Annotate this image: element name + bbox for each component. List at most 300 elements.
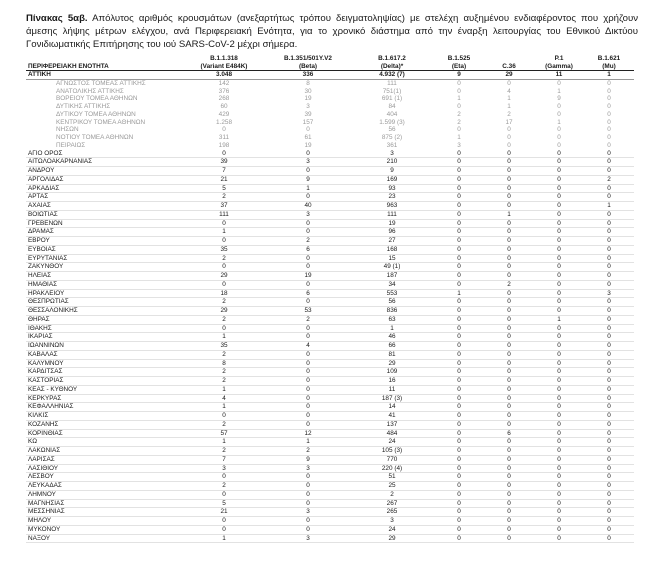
count-cell: 0 [434,184,484,193]
count-cell: 0 [484,499,534,508]
count-cell: 0 [434,525,484,534]
table-subrow [26,111,634,119]
count-cell: 0 [584,438,634,447]
count-cell: 0 [484,193,534,202]
count-cell: 0 [182,412,266,421]
column-header-variant [350,53,434,71]
count-cell: 0 [557,79,561,87]
count-cell: 63 [350,315,434,324]
count-cell: 0 [584,350,634,359]
count-cell: 0 [584,254,634,263]
table-row [26,289,634,298]
count-cell: 1 [434,289,484,298]
count-cell: 0 [607,95,611,103]
table-row [26,333,634,342]
count-cell: 2 [266,315,350,324]
table-subrow [26,142,634,150]
count-cell: 2 [182,193,266,202]
region-name-cell: ΒΟΡΕΙΟΥ ΤΟΜΕΑ ΑΘΗΝΩΝ [56,95,138,103]
count-cell: 29 [182,272,266,281]
column-header-variant [434,53,484,71]
count-cell: 35 [182,245,266,254]
column-header-line2: (Gamma) [545,62,573,70]
count-cell: 1 [457,134,461,141]
count-cell: 0 [266,167,350,176]
count-cell: 0 [584,193,634,202]
table-row [26,394,634,403]
count-cell: 0 [266,420,350,429]
region-name-cell: ΑΤΤΙΚΗ [26,71,182,80]
region-name-cell: ΔΡΑΜΑΣ [26,228,182,237]
count-cell: 1 [350,324,434,333]
count-cell: 0 [266,193,350,202]
count-cell: 210 [350,158,434,167]
column-header-line1: B.1.525 [447,55,471,62]
region-name-cell: ΗΜΑΘΙΑΣ [26,280,182,289]
count-cell: 0 [266,385,350,394]
count-cell: 111 [350,210,434,219]
column-header-variant [266,53,350,71]
count-cell: 24 [350,525,434,534]
count-cell: 0 [434,420,484,429]
count-cell: 0 [484,447,534,456]
region-name-cell: ΑΓΝΩΣΤΟΣ ΤΟΜΕΑΣ ΑΤΤΙΚΗΣ [56,79,146,87]
count-cell: 2 [182,482,266,491]
count-cell: 2 [266,447,350,456]
region-name-cell: ΖΑΚΥΝΘΟΥ [26,263,182,272]
count-cell: 19 [350,219,434,228]
count-cell: 0 [534,158,584,167]
count-cell: 553 [350,289,434,298]
count-cell: 1 [584,202,634,211]
count-cell: 0 [534,193,584,202]
count-cell: 0 [584,150,634,158]
region-name-cell: ΑΡΚΑΔΙΑΣ [26,184,182,193]
count-cell: 0 [507,141,511,149]
count-cell: 0 [534,150,584,158]
count-cell: 0 [484,298,534,307]
count-cell: 29 [484,71,534,80]
count-cell: 6 [484,429,534,438]
count-cell: 3 [306,103,310,110]
count-cell: 2 [182,315,266,324]
table-row [26,525,634,534]
count-cell: 0 [534,490,584,499]
table-row [26,263,634,272]
count-cell: 0 [434,517,484,526]
count-cell: 0 [434,307,484,316]
region-name-cell: ΛΗΜΝΟΥ [26,490,182,499]
count-cell: 8 [306,79,310,87]
count-cell: 25 [350,482,434,491]
count-cell: 0 [534,263,584,272]
count-cell: 61 [304,134,312,141]
count-cell: 0 [182,525,266,534]
count-cell: 111 [387,79,397,87]
count-cell: 39 [182,158,266,167]
count-cell: 21 [182,175,266,184]
count-cell: 0 [434,315,484,324]
count-cell: 1.258 [216,118,232,126]
table-row [26,272,634,281]
count-cell: 0 [434,438,484,447]
region-name-cell: ΚΕΝΤΡΙΚΟΥ ΤΟΜΕΑ ΑΘΗΝΩΝ [56,118,146,126]
count-cell: 0 [266,298,350,307]
count-cell: 0 [434,429,484,438]
count-cell: 2 [182,420,266,429]
count-cell: 7 [182,455,266,464]
column-header-line2: (Eta) [451,62,467,70]
count-cell: 0 [534,447,584,456]
count-cell: 12 [266,429,350,438]
table-row [26,324,634,333]
count-cell: 0 [266,368,350,377]
count-cell: 2 [182,447,266,456]
count-cell: 2 [182,377,266,386]
count-cell: 0 [484,385,534,394]
region-name-cell: ΚΑΒΑΛΑΣ [26,350,182,359]
count-cell: 0 [266,263,350,272]
region-name-cell: ΜΕΣΣΗΝΙΑΣ [26,508,182,517]
count-cell: 0 [434,464,484,473]
count-cell: 1.599 (3) [379,118,405,126]
count-cell: 0 [484,167,534,176]
column-header-line1: P.1 [554,55,564,62]
count-cell: 3 [266,464,350,473]
count-cell: 6 [266,245,350,254]
table-row [26,429,634,438]
count-cell: 0 [484,490,534,499]
region-name-cell: ΑΓΙΟ ΟΡΟΣ [26,150,182,158]
count-cell: 4 [507,87,511,95]
count-cell: 484 [350,429,434,438]
count-cell: 1 [584,71,634,80]
table-subrow [26,126,634,134]
count-cell: 3 [350,150,434,158]
count-cell: 0 [584,167,634,176]
count-cell: 1 [266,184,350,193]
count-cell: 404 [386,110,398,118]
count-cell: 0 [557,103,561,110]
count-cell: 0 [266,525,350,534]
column-header-variant [484,53,534,71]
region-name-cell: ΛΑΣΙΘΙΟΥ [26,464,182,473]
count-cell: 19 [304,141,312,149]
count-cell: 2 [457,110,461,118]
count-cell: 0 [534,368,584,377]
column-header-line1: B.1.351/501Y.V2 [284,55,332,62]
count-cell: 169 [350,175,434,184]
count-cell: 187 (3) [350,394,434,403]
count-cell: 0 [534,350,584,359]
region-name-cell: ΗΡΑΚΛΕΙΟΥ [26,289,182,298]
count-cell: 19 [304,95,312,103]
column-header-line1: B.1.1.318 [210,55,238,62]
count-cell: 0 [484,525,534,534]
count-cell: 29 [350,359,434,368]
region-name-cell: ΑΝΔΡΟΥ [26,167,182,176]
count-cell: 0 [182,517,266,526]
count-cell: 0 [584,482,634,491]
count-cell: 0 [534,508,584,517]
count-cell: 2 [266,237,350,246]
region-name-cell: ΙΚΑΡΙΑΣ [26,333,182,342]
count-cell: 0 [584,342,634,351]
count-cell: 0 [434,333,484,342]
count-cell: 0 [434,237,484,246]
count-cell: 1 [484,210,534,219]
count-cell: 0 [534,298,584,307]
count-cell: 0 [484,412,534,421]
region-name-cell: ΑΡΤΑΣ [26,193,182,202]
count-cell: 37 [182,202,266,211]
count-cell: 2 [182,254,266,263]
table-row [26,359,634,368]
count-cell: 0 [434,534,484,543]
count-cell: 0 [434,508,484,517]
count-cell: 9 [266,175,350,184]
count-cell: 0 [434,272,484,281]
count-cell: 1 [182,438,266,447]
count-cell: 2 [182,368,266,377]
count-cell: 11 [534,71,584,80]
count-cell: 96 [350,228,434,237]
region-name-cell: ΛΑΡΙΣΑΣ [26,455,182,464]
count-cell: 19 [266,272,350,281]
count-cell: 0 [584,228,634,237]
count-cell: 0 [484,245,534,254]
count-cell: 1 [182,534,266,543]
count-cell: 0 [484,508,534,517]
count-cell: 0 [434,193,484,202]
count-cell: 2 [182,298,266,307]
table-row [26,307,634,316]
count-cell: 3 [266,534,350,543]
region-name-cell: ΜΥΚΟΝΟΥ [26,525,182,534]
table-row [26,377,634,386]
count-cell: 0 [484,263,534,272]
count-cell: 1 [182,228,266,237]
region-name-cell: ΚΙΛΚΙΣ [26,412,182,421]
count-cell: 0 [434,210,484,219]
count-cell: 0 [484,455,534,464]
count-cell: 1 [557,87,561,95]
table-row [26,245,634,254]
region-name-cell: ΝΟΤΙΟΥ ΤΟΜΕΑ ΑΘΗΝΩΝ [56,134,134,141]
count-cell: 0 [434,175,484,184]
region-name-cell: ΜΗΛΟΥ [26,517,182,526]
count-cell: 0 [484,184,534,193]
count-cell: 0 [534,534,584,543]
count-cell: 24 [350,438,434,447]
count-cell: 1 [457,95,461,103]
count-cell: 751(1) [382,87,402,95]
count-cell: 16 [350,377,434,386]
table-row [26,158,634,167]
count-cell: 0 [434,219,484,228]
count-cell: 0 [434,245,484,254]
count-cell: 0 [484,473,534,482]
count-cell: 0 [534,184,584,193]
count-cell: 0 [534,333,584,342]
count-cell: 0 [557,126,561,134]
count-cell: 0 [534,394,584,403]
count-cell: 0 [584,534,634,543]
count-cell: 336 [266,71,350,80]
count-cell: 0 [434,473,484,482]
count-cell: 963 [350,202,434,211]
count-cell: 0 [584,525,634,534]
count-cell: 9 [557,95,561,103]
count-cell: 0 [484,438,534,447]
count-cell: 0 [534,272,584,281]
table-row [26,420,634,429]
table-row [26,534,634,543]
region-name-cell: ΚΑΣΤΟΡΙΑΣ [26,377,182,386]
count-cell: 6 [266,289,350,298]
count-cell: 30 [304,87,312,95]
count-cell: 0 [434,394,484,403]
count-cell: 0 [557,110,561,118]
count-cell: 0 [534,245,584,254]
region-name-cell: ΝΑΞΟΥ [26,534,182,543]
column-header-region [26,53,182,71]
count-cell: 0 [534,482,584,491]
count-cell: 137 [350,420,434,429]
count-cell: 0 [557,134,561,141]
region-name-cell: ΑΧΑΙΑΣ [26,202,182,211]
count-cell: 0 [584,210,634,219]
count-cell: 187 [350,272,434,281]
table-row [26,175,634,184]
count-cell: 0 [266,394,350,403]
count-cell: 770 [350,455,434,464]
count-cell: 311 [218,134,230,141]
count-cell: 0 [584,394,634,403]
count-cell: 0 [534,228,584,237]
count-cell: 0 [266,324,350,333]
count-cell: 0 [266,517,350,526]
count-cell: 0 [484,394,534,403]
region-name-cell: ΙΘΑΚΗΣ [26,324,182,333]
count-cell: 0 [507,126,511,134]
count-cell: 2 [182,350,266,359]
count-cell: 0 [534,499,584,508]
count-cell: 157 [302,118,314,126]
count-cell: 0 [607,118,611,126]
count-cell: 0 [507,134,511,141]
count-cell: 0 [584,377,634,386]
count-cell: 0 [584,455,634,464]
count-cell: 0 [534,403,584,412]
count-cell: 0 [534,385,584,394]
count-cell: 691 (1) [381,95,403,103]
table-row [26,254,634,263]
count-cell: 0 [434,342,484,351]
count-cell: 0 [584,184,634,193]
region-name-cell: ΚΕΑΣ - ΚΥΘΝΟΥ [26,385,182,394]
count-cell: 51 [350,473,434,482]
count-cell: 9 [266,455,350,464]
count-cell: 0 [434,368,484,377]
count-cell: 0 [607,79,611,87]
count-cell: 3 [457,141,461,149]
region-name-cell: ΠΕΙΡΑΙΩΣ [56,141,86,149]
count-cell: 0 [434,455,484,464]
count-cell: 5 [182,499,266,508]
count-cell: 875 (2) [381,134,403,141]
count-cell: 0 [266,350,350,359]
count-cell: 29 [350,534,434,543]
count-cell: 2 [350,490,434,499]
count-cell: 0 [484,315,534,324]
count-cell: 0 [182,490,266,499]
count-cell: 1 [182,403,266,412]
count-cell: 39 [304,110,312,118]
count-cell: 0 [534,175,584,184]
table-row [26,490,634,499]
count-cell: 0 [182,219,266,228]
count-cell: 0 [266,377,350,386]
count-cell: 361 [386,141,398,149]
count-cell: 0 [222,126,226,134]
region-name-cell: ΛΕΥΚΑΔΑΣ [26,482,182,491]
table-row [26,315,634,324]
region-name-cell: ΕΒΡΟΥ [26,237,182,246]
count-cell: 0 [434,280,484,289]
count-cell: 0 [434,499,484,508]
count-cell: 268 [218,95,230,103]
count-cell: 0 [584,490,634,499]
region-name-cell: ΑΝΑΤΟΛΙΚΗΣ ΑΤΤΙΚΗΣ [56,87,124,95]
count-cell: 0 [607,87,611,95]
region-name-cell: ΘΕΣΣΑΛΟΝΙΚΗΣ [26,307,182,316]
count-cell: 3 [182,464,266,473]
region-name-cell: ΜΑΓΝΗΣΙΑΣ [26,499,182,508]
table-row [26,71,634,80]
region-name-cell: ΚΑΛΥΜΝΟΥ [26,359,182,368]
count-cell: 0 [434,150,484,158]
count-cell: 56 [350,298,434,307]
count-cell: 0 [584,158,634,167]
table-row [26,298,634,307]
count-cell: 0 [584,464,634,473]
count-cell: 3 [266,158,350,167]
count-cell: 220 (4) [350,464,434,473]
count-cell: 0 [266,403,350,412]
count-cell: 0 [484,150,534,158]
count-cell: 0 [534,167,584,176]
region-name-cell: ΝΗΣΩΝ [56,126,79,134]
count-cell: 0 [484,324,534,333]
count-cell: 2 [584,175,634,184]
count-cell: 60 [220,103,228,110]
table-row [26,412,634,421]
count-cell: 0 [266,280,350,289]
count-cell: 0 [534,202,584,211]
count-cell: 0 [266,219,350,228]
count-cell: 4 [266,342,350,351]
count-cell: 17 [505,118,513,126]
count-cell: 0 [434,298,484,307]
count-cell: 0 [484,237,534,246]
count-cell: 0 [584,359,634,368]
count-cell: 1 [182,333,266,342]
count-cell: 1 [507,103,511,110]
count-cell: 0 [584,237,634,246]
count-cell: 0 [266,333,350,342]
count-cell: 9 [434,71,484,80]
